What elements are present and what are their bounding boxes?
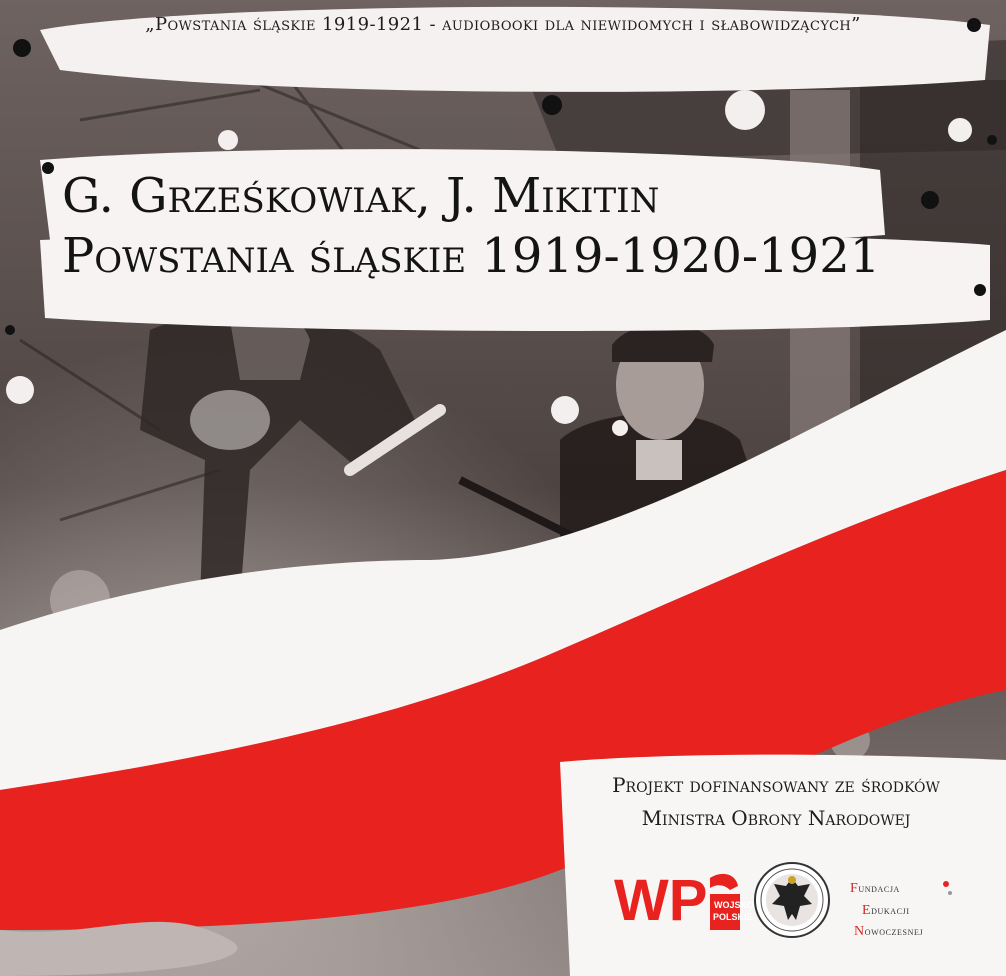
- sponsor-line-2: Ministra Obrony Narodowej: [641, 806, 911, 830]
- authors: G. Grześkowiak, J. Mikitin: [62, 168, 660, 224]
- logos-row: [600, 856, 1000, 966]
- eagle-seal-logo: [752, 860, 832, 940]
- title-block: [62, 168, 992, 286]
- fen-dots-icon: [942, 880, 954, 904]
- book-title: Powstania śląskie 1919-1920-1921: [62, 227, 881, 284]
- fen-word-1: undacja: [858, 881, 900, 895]
- fen-letter-n: N: [854, 924, 865, 940]
- fen-logo: [850, 878, 923, 943]
- wp-letters: WP: [614, 868, 708, 933]
- sponsor-line-1: Projekt dofinansowany ze środków: [612, 773, 940, 797]
- fen-letter-e: E: [862, 902, 872, 918]
- wp-caption-top: WOJSKO: [714, 900, 755, 910]
- fen-word-3: owoczesnej: [864, 924, 924, 939]
- fen-word-2: dukacji: [871, 902, 910, 917]
- wp-caption-bottom: POLSKIE: [713, 912, 753, 922]
- fen-letter-f: F: [850, 881, 859, 896]
- wojsko-polskie-logo: [610, 864, 755, 948]
- sponsor-note: [566, 769, 986, 835]
- series-title: „Powstania śląskie 1919-1921 - audiobooki dla niewidomych i słabowidzących”: [145, 14, 861, 35]
